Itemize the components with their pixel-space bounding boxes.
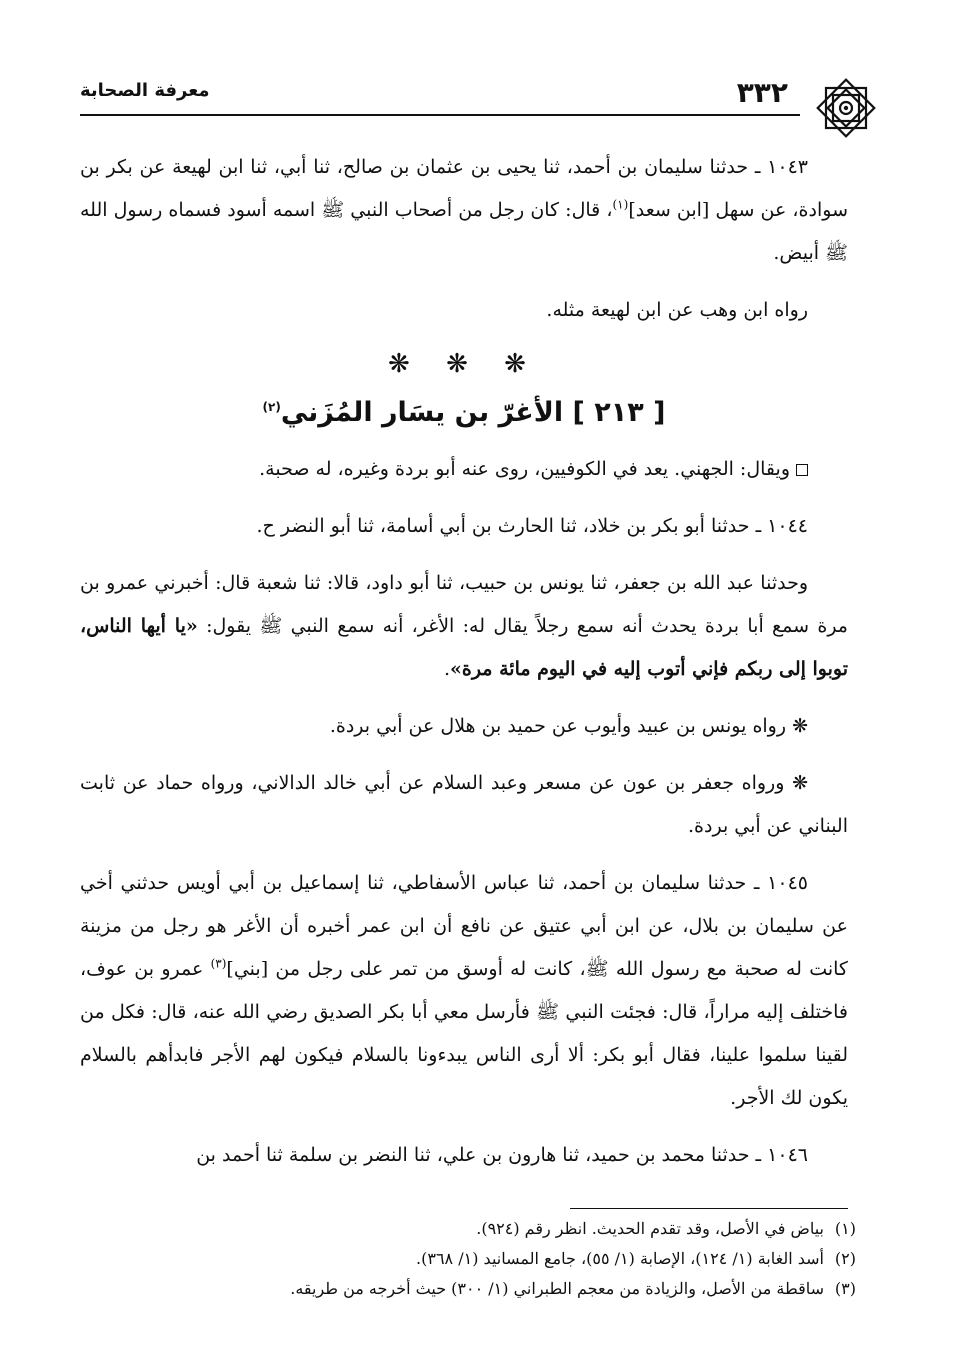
footnote-number: (٣) (834, 1279, 856, 1298)
section-title (80, 390, 848, 436)
footnote-text: ساقطة من الأصل، والزيادة من معجم الطبراني (١/ ٣٠٠) حيث أخرجه من طريقه. (290, 1279, 824, 1298)
footnote (100, 1244, 856, 1274)
hadith-1044: ١٠٤٤ ـ حدثنا أبو بكر بن خلاد، ثنا الحارث بن أبي أسامة، ثنا أبو النضر ح. (256, 515, 808, 537)
hadith-1044-riwaya-1: ❋ رواه يونس بن عبيد وأيوب عن حميد بن هلال عن أبي بردة. (329, 715, 808, 737)
hadith-1045-part-a: ١٠٤٥ ـ حدثنا سليمان بن أحمد، ثنا عباس الأسفاطي، ثنا إسماعيل بن أبي أويس حدثني أخي عن سليمان بن بلال، عن ابن أبي عتيق عن نافع أن ابن عمر أخبره أن الأغر هو رجل من مزينة كانت له صحبة مع رسول الله ﷺ، كانت له أوسق من تمر على رجل من [بني] (80, 872, 848, 980)
footnote-text: بياض في الأصل، وقد تقدم الحديث. انظر رقم (٩٢٤). (476, 1219, 824, 1238)
footnote-number: (٢) (834, 1249, 856, 1268)
footnote-ref-2: (٢) (262, 400, 281, 414)
footnote (100, 1214, 856, 1244)
hadith-1046: ١٠٤٦ ـ حدثنا محمد بن حميد، ثنا هارون بن علي، ثنا النضر بن سلمة ثنا أحمد بن (196, 1144, 808, 1166)
main-text (80, 146, 848, 1191)
hadith-1044-isnad-text: وحدثنا عبد الله بن جعفر، ثنا يونس بن حبيب، ثنا أبو داود، قالا: ثنا شعبة قال: أخبرني عمرو بن مرة سمع أبا بردة يحدث أنه سمع رجلاً يقال له: الأغر، أنه سمع النبي ﷺ يقول: (80, 572, 848, 637)
hadith-1043-matn: ، قال: كان رجل من أصحاب النبي ﷺ اسمه أسود فسماه رسول الله ﷺ أبيض. (80, 199, 848, 264)
footnote (100, 1274, 856, 1304)
section-separator-stars: ❋ ❋ ❋ (388, 349, 540, 379)
hadith-1044-riwaya-2: ❋ ورواه جعفر بن عون عن مسعر وعبد السلام عن أبي خالد الدالاني، ورواه حماد عن ثابت البناني عن أبي بردة. (80, 772, 848, 837)
hadith-1045-part-b: عمرو بن عوف، فاختلف إليه مراراً، قال: فجئت النبي ﷺ فأرسل معي أبا بكر الصديق رضي الله عنه، قال: فكل من لقينا سلموا علينا، فقال أبو بكر: ألا أرى الناس يبدءونا بالسلام فيكون لهم الأجر فابدأهم بالسلام يكون لك الأجر. (80, 958, 848, 1109)
book-title: معرفة الصحابة (80, 80, 210, 101)
section-title-text: [ ٢١٣ ] الأغرّ بن يسَار المُزَني (280, 397, 666, 428)
square-bullet-icon (796, 464, 808, 476)
footnote-ref-1: (١) (612, 197, 629, 212)
page-number: ٣٣٢ (736, 76, 788, 109)
footnote-divider (570, 1208, 848, 1209)
header-divider (80, 114, 800, 116)
page-header (80, 70, 880, 116)
footnotes (100, 1214, 856, 1304)
hadith-1043 (80, 146, 848, 275)
hadith-1045 (80, 862, 848, 1120)
footnote-number: (١) (834, 1219, 856, 1238)
footnote-text: أسد الغابة (١/ ١٢٤)، الإصابة (١/ ٥٥)، جامع المسانيد (١/ ٣٦٨). (416, 1249, 824, 1268)
hadith-1044-matn: «يا أيها الناس، توبوا إلى ربكم فإني أتوب إليه في اليوم مائة مرة» (80, 615, 848, 680)
hadith-1044-end: . (443, 658, 450, 680)
octagram-ornament-icon (812, 74, 880, 142)
section-intro-text: ويقال: الجهني. يعد في الكوفيين، روى عنه أبو بردة وغيره، له صحبة. (259, 458, 790, 480)
section-intro (80, 448, 848, 491)
hadith-1043-isnad: ١٠٤٣ ـ حدثنا سليمان بن أحمد، ثنا يحيى بن عثمان بن صالح، ثنا أبي، ثنا ابن لهيعة عن بكر بن سوادة، عن سهل [ابن سعد] (80, 156, 848, 221)
hadith-1044-isnad (80, 562, 848, 691)
footnote-ref-3: (٣) (210, 956, 227, 971)
hadith-1043-riwaya: رواه ابن وهب عن ابن لهيعة مثله. (546, 299, 808, 321)
